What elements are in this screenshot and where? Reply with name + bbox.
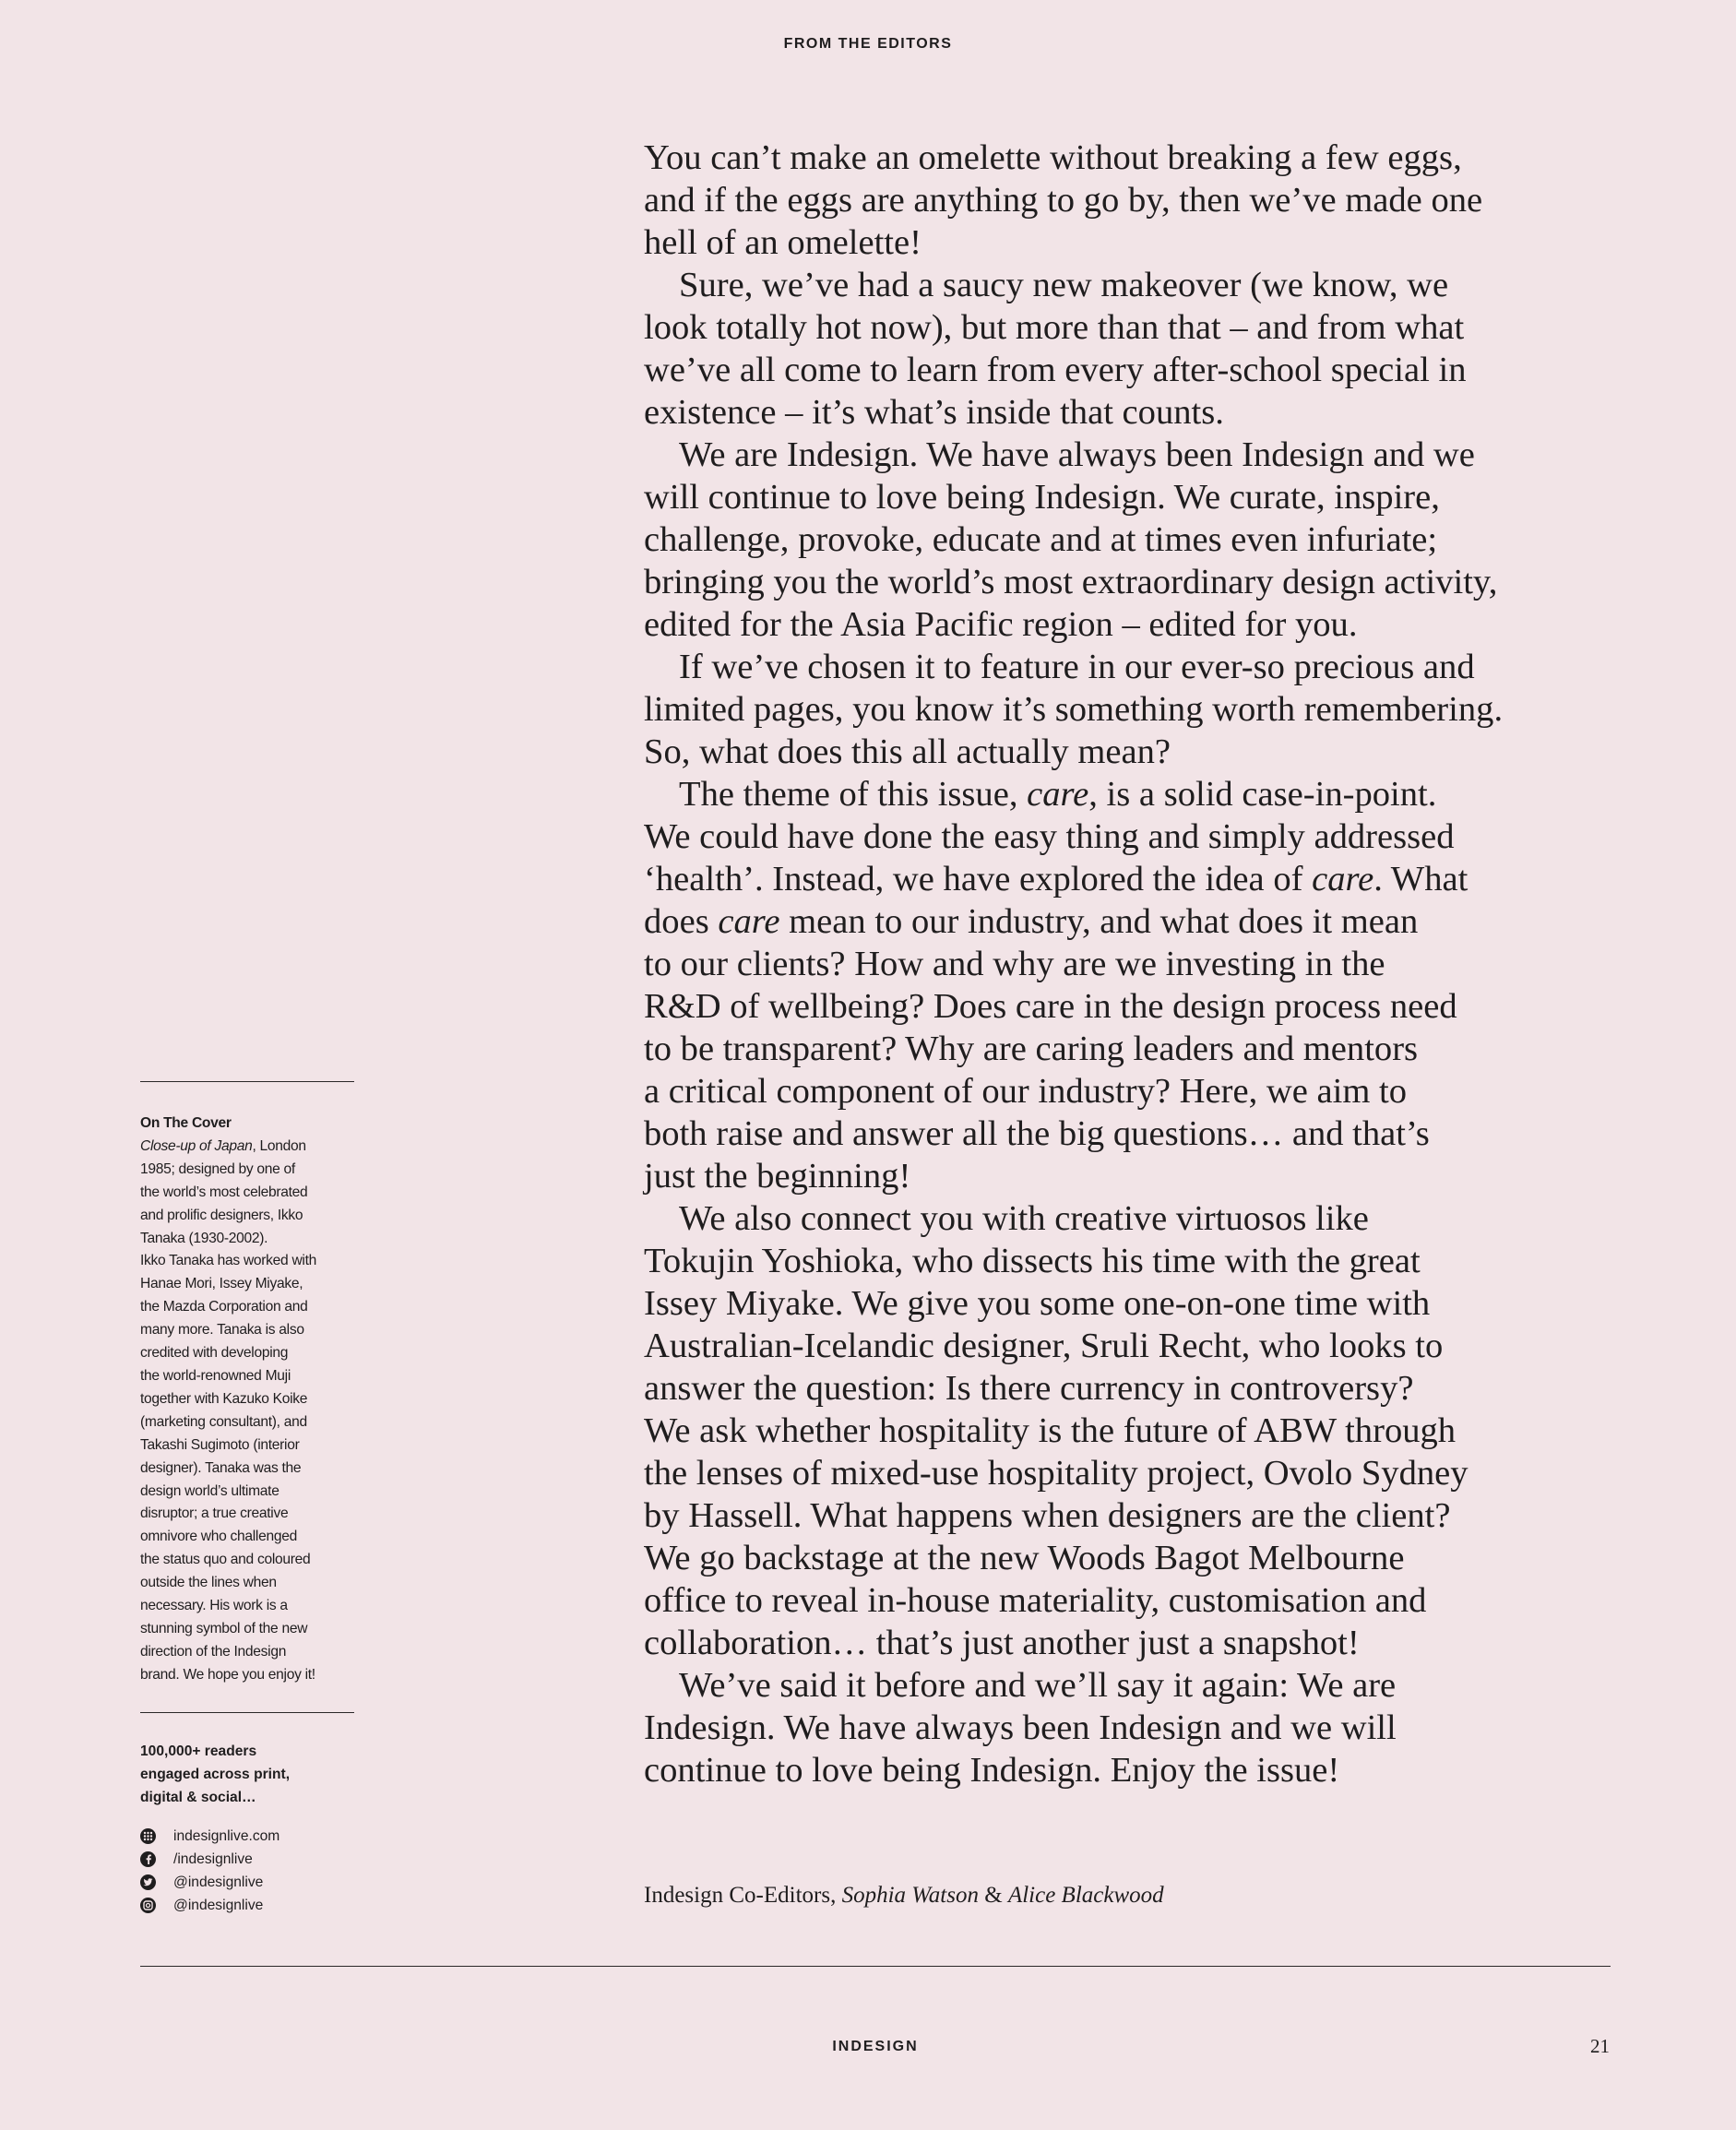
body-line: We are Indesign. We have always been Indesign and we (679, 435, 1475, 474)
cover-note-line: necessary. His work is a (140, 1598, 288, 1614)
body-line: challenge, provoke, educate and at times even infuriate; (644, 520, 1438, 559)
readership-line: engaged across print, (140, 1767, 291, 1782)
footer-brand: INDESIGN (832, 2039, 919, 2054)
body-line: to be transparent? Why are caring leaders and mentors (644, 1029, 1419, 1068)
body-line: R&D of wellbeing? Does care in the design process need (644, 987, 1457, 1026)
cover-note-line: design world’s ultimate (140, 1482, 279, 1499)
readership-line: 100,000+ readers (140, 1743, 257, 1759)
body-line: So, what does this all actually mean? (644, 732, 1171, 771)
body-line: hell of an omelette! (644, 223, 922, 262)
signature-prefix: Indesign Co-Editors, (644, 1883, 842, 1908)
body-line: We could have done the easy thing and simply addressed (644, 817, 1455, 856)
body-line: we’ve all come to learn from every after-school special in (644, 351, 1467, 389)
cover-note-line: many more. Tanaka is also (140, 1322, 304, 1339)
body-line: limited pages, you know it’s something worth remembering. (644, 690, 1504, 729)
body-line: You can’t make an omelette without breaking a few eggs, (644, 138, 1462, 177)
footer-divider (140, 1966, 1611, 1967)
cover-note-line: Hanae Mori, Issey Miyake, (140, 1276, 303, 1292)
social-link-twitter[interactable] (140, 1871, 354, 1894)
body-line: a critical component of our industry? Here, we aim to (644, 1072, 1407, 1111)
editorial-body (644, 137, 1659, 1791)
body-line: continue to love being Indesign. Enjoy the issue! (644, 1751, 1340, 1790)
body-line: Australian-Icelandic designer, Sruli Recht, who looks to (644, 1327, 1444, 1365)
body-line: We go backstage at the new Woods Bagot Melbourne (644, 1539, 1405, 1577)
cover-note-line: the Mazda Corporation and (140, 1299, 308, 1315)
page-number: 21 (1590, 2035, 1610, 2057)
cover-note-line: disruptor; a true creative (140, 1505, 289, 1522)
cover-note-line: together with Kazuko Koike (140, 1390, 308, 1407)
cover-note-line: 1985; designed by one of (140, 1160, 295, 1177)
body-line: answer the question: Is there currency in controversy? (644, 1369, 1414, 1408)
body-line (644, 900, 1659, 943)
body-line: Indesign. We have always been Indesign and we will (644, 1708, 1397, 1747)
body-line (644, 773, 1659, 815)
cover-note-line: the status quo and coloured (140, 1552, 311, 1568)
body-line: If we’ve chosen it to feature in our ever-so precious and (679, 648, 1475, 686)
cover-note-line: Ikko Tanaka has worked with (140, 1253, 316, 1269)
facebook-icon (140, 1851, 156, 1867)
social-link-label[interactable]: @indesignlive (173, 1898, 264, 1913)
body-line: existence – it’s what’s inside that counts. (644, 393, 1224, 432)
body-line: look totally hot now), but more than that – and from what (644, 308, 1465, 347)
cover-note-line: brand. We hope you enjoy it! (140, 1666, 315, 1683)
web-icon (140, 1828, 156, 1844)
editors-signature (644, 1883, 1164, 1909)
section-header: FROM THE EDITORS (783, 36, 953, 52)
readers-top-divider (140, 1712, 354, 1713)
cover-note-line: omnivore who challenged (140, 1529, 297, 1545)
editor-name: Sophia Watson (841, 1883, 979, 1908)
readership-stat (140, 1740, 354, 1809)
body-line: and if the eggs are anything to go by, then we’ve made one (644, 181, 1483, 220)
body-line: We also connect you with creative virtuosos like (679, 1199, 1369, 1238)
social-link-web[interactable] (140, 1825, 354, 1848)
cover-note-line: outside the lines when (140, 1575, 277, 1591)
body-line: Sure, we’ve had a saucy new makeover (we know, we (679, 266, 1449, 304)
body-line: both raise and answer all the big questions… and that’s (644, 1114, 1430, 1153)
body-line: will continue to love being Indesign. We curate, inspire, (644, 478, 1440, 517)
body-line (644, 858, 1659, 900)
emphasis-care: care (1312, 860, 1374, 898)
cover-note-text: , London (252, 1137, 306, 1154)
body-line: just the beginning! (644, 1157, 911, 1196)
body-line: We’ve said it before and we’ll say it again: We are (679, 1666, 1397, 1705)
body-text: ‘health’. Instead, we have explored the idea of (644, 860, 1313, 898)
emphasis-care: care (718, 902, 780, 941)
body-line: by Hassell. What happens when designers are the client? (644, 1496, 1451, 1535)
body-text: mean to our industry, and what does it mean (779, 902, 1419, 941)
cover-note-line: designer). Tanaka was the (140, 1459, 302, 1476)
cover-note-title: On The Cover (140, 1115, 232, 1131)
body-line: We ask whether hospitality is the future of ABW through (644, 1411, 1457, 1450)
cover-note-line (140, 1136, 354, 1159)
cover-note-line: stunning symbol of the new (140, 1620, 308, 1636)
body-line: bringing you the world’s most extraordinary design activity, (644, 563, 1498, 601)
body-text: . What (1373, 860, 1468, 898)
cover-note-line: Tanaka (1930-2002). (140, 1230, 268, 1246)
cover-note-line: the world’s most celebrated (140, 1184, 308, 1200)
cover-note-line: credited with developing (140, 1345, 289, 1362)
body-line: Tokujin Yoshioka, who dissects his time with the great (644, 1242, 1421, 1280)
body-line: the lenses of mixed-use hospitality project, Ovolo Sydney (644, 1454, 1468, 1493)
cover-note-line: Takashi Sugimoto (interior (140, 1436, 300, 1453)
social-links (140, 1825, 354, 1917)
social-link-instagram[interactable] (140, 1894, 354, 1917)
body-text: , is a solid case-in-point. (1088, 775, 1437, 814)
social-link-facebook[interactable] (140, 1848, 354, 1871)
body-text: does (644, 902, 719, 941)
body-line: Issey Miyake. We give you some one-on-one time with (644, 1284, 1431, 1323)
cover-note-body (140, 1136, 354, 1687)
twitter-icon (140, 1874, 156, 1890)
body-line: collaboration… that’s just another just a snapshot! (644, 1624, 1360, 1662)
social-link-label[interactable]: @indesignlive (173, 1874, 264, 1890)
cover-note-line: direction of the Indesign (140, 1643, 287, 1660)
cover-note-line: (marketing consultant), and (140, 1413, 307, 1430)
cover-note-line: the world-renowned Muji (140, 1367, 291, 1384)
signature-joiner: & (978, 1883, 1008, 1908)
cover-note-line: and prolific designers, Ikko (140, 1207, 303, 1223)
instagram-icon (140, 1898, 156, 1913)
body-line: office to reveal in-house materiality, customisation and (644, 1581, 1427, 1620)
editor-name: Alice Blackwood (1007, 1883, 1164, 1908)
social-link-label[interactable]: /indesignlive (173, 1851, 253, 1867)
body-line: edited for the Asia Pacific region – edited for you. (644, 605, 1358, 644)
social-link-label[interactable]: indesignlive.com (173, 1828, 280, 1844)
emphasis-care: care (1027, 775, 1089, 814)
readership-line: digital & social… (140, 1790, 256, 1805)
cover-note (140, 1113, 354, 1687)
body-text: The theme of this issue, (679, 775, 1028, 814)
body-line: to our clients? How and why are we investing in the (644, 945, 1385, 983)
cover-note-top-divider (140, 1081, 354, 1082)
cover-artwork-title: Close-up of Japan (140, 1137, 253, 1154)
